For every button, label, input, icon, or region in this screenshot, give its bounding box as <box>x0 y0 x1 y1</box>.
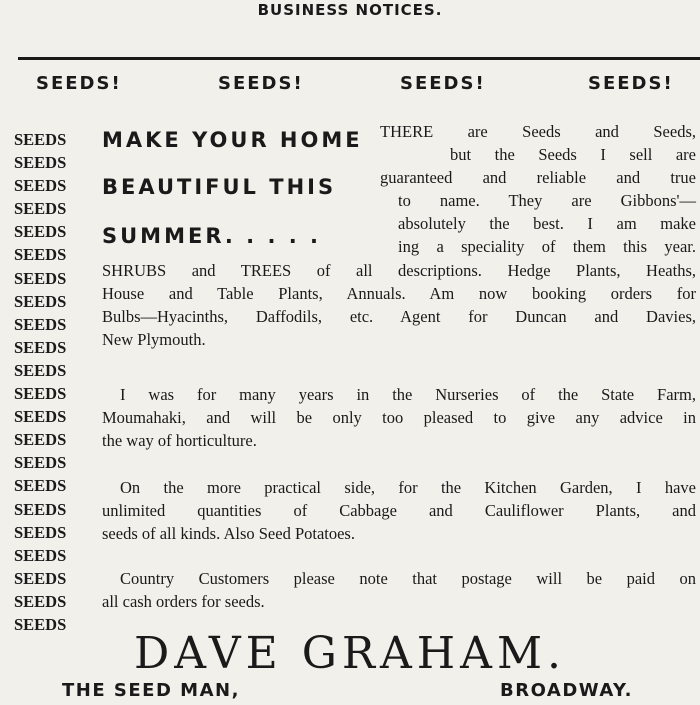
side-seeds: SEEDS <box>14 153 67 173</box>
paragraph-line: Country Customers please note that postage will be paid on <box>120 569 696 588</box>
kitchen-garden-paragraph <box>102 476 696 545</box>
paragraph-line: all cash orders for seeds. <box>102 592 265 611</box>
paragraph-line: New Plymouth. <box>102 330 206 349</box>
seeds-heading-1: SEEDS! <box>36 73 122 94</box>
side-seeds: SEEDS <box>14 268 67 288</box>
section-header: BUSINESS NOTICES. <box>257 1 443 19</box>
seeds-heading-2: SEEDS! <box>218 73 304 94</box>
side-seeds: SEEDS <box>14 545 67 565</box>
side-seeds: SEEDS <box>14 222 67 242</box>
side-seeds: SEEDS <box>14 407 67 427</box>
intro-line: guaranteed and reliable and true <box>380 168 696 187</box>
postage-paragraph <box>102 567 696 613</box>
side-seeds: SEEDS <box>14 614 67 634</box>
headline-line-2: BEAUTIFUL THIS <box>102 175 337 199</box>
side-seeds: SEEDS <box>14 453 67 473</box>
paragraph-line: Moumahaki, and will be only too pleased to give any advice in <box>102 408 696 427</box>
intro-line: ing a speciality of them this year. <box>398 237 696 256</box>
experience-paragraph <box>102 383 696 452</box>
paragraph-line: On the more practical side, for the Kitchen Garden, I have <box>120 478 696 497</box>
side-seeds: SEEDS <box>14 176 67 196</box>
headline-line-1: MAKE YOUR HOME <box>102 128 363 152</box>
seeds-heading-3: SEEDS! <box>400 73 486 94</box>
side-seeds: SEEDS <box>14 568 67 588</box>
side-seeds: SEEDS <box>14 199 67 219</box>
paragraph-line: the way of horticulture. <box>102 431 257 450</box>
divider-rule <box>18 57 700 60</box>
side-seeds: SEEDS <box>14 245 67 265</box>
side-seeds: SEEDS <box>14 130 67 149</box>
advertiser-name: DAVE GRAHAM. <box>134 628 566 679</box>
side-seeds: SEEDS <box>14 291 67 311</box>
paragraph-line: Bulbs—Hyacinths, Daffodils, etc. Agent for Duncan and Davies, <box>102 307 696 326</box>
paragraph-line: SHRUBS and TREES of all descriptions. Hedge Plants, Heaths, <box>102 261 696 280</box>
side-seeds: SEEDS <box>14 499 67 519</box>
paragraph-line: seeds of all kinds. Also Seed Potatoes. <box>102 524 355 543</box>
paragraph-line: unlimited quantities of Cabbage and Cauliflower Plants, and <box>102 501 696 520</box>
intro-line: to name. They are Gibbons'— <box>398 191 696 210</box>
headline-line-3: SUMMER. . . . . <box>102 224 322 248</box>
intro-column <box>380 120 696 258</box>
shrubs-paragraph <box>102 259 696 351</box>
intro-line: THERE are Seeds and Seeds, <box>380 122 696 141</box>
intro-line: absolutely the best. I am make <box>398 214 696 233</box>
side-seeds: SEEDS <box>14 337 67 357</box>
side-seeds: SEEDS <box>14 314 67 334</box>
side-seeds: SEEDS <box>14 430 67 450</box>
seeds-heading-4: SEEDS! <box>588 73 674 94</box>
paragraph-line: I was for many years in the Nurseries of the State Farm, <box>120 385 696 404</box>
side-seeds: SEEDS <box>14 360 67 380</box>
side-seeds: SEEDS <box>14 384 67 404</box>
side-seeds: SEEDS <box>14 591 67 611</box>
paragraph-line: House and Table Plants, Annuals. Am now booking orders for <box>102 284 696 303</box>
footer-title: THE SEED MAN, <box>62 680 240 701</box>
side-seeds: SEEDS <box>14 522 67 542</box>
intro-line: but the Seeds I sell are <box>450 145 696 164</box>
footer-location: BROADWAY. <box>500 680 633 701</box>
side-seeds: SEEDS <box>14 476 67 496</box>
seeds-side-column <box>14 128 66 636</box>
